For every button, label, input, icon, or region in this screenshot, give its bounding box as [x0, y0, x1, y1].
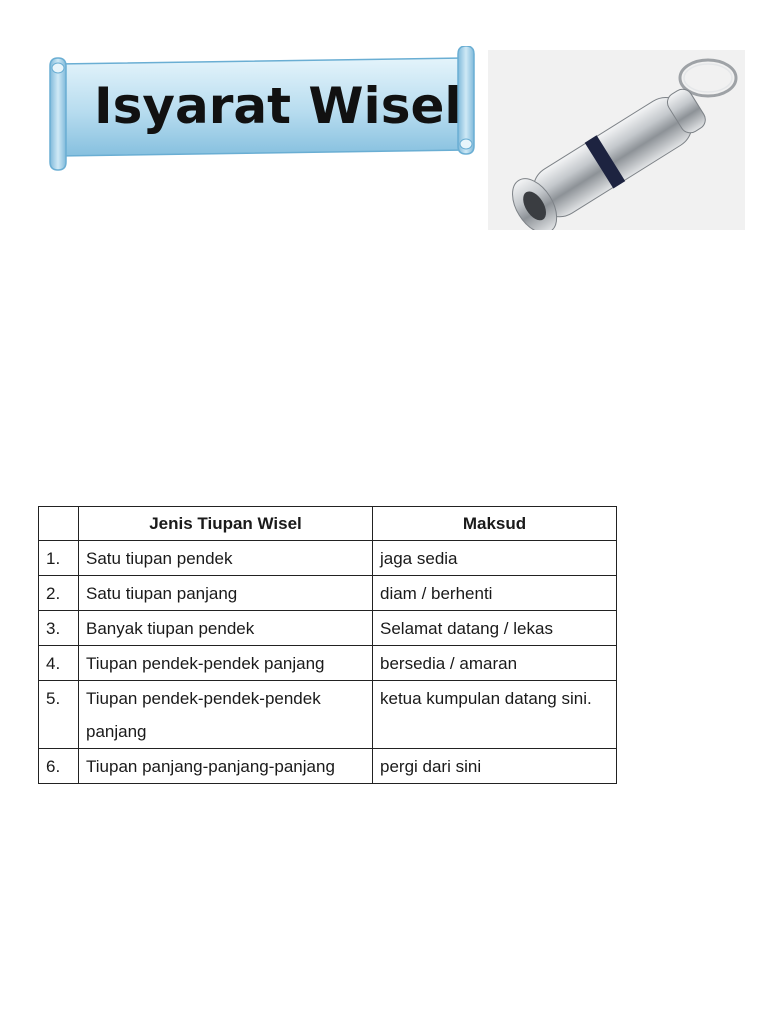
whistle-signals-table — [38, 506, 617, 784]
signal-meaning: diam / berhenti — [373, 576, 617, 611]
signal-meaning: ketua kumpulan datang sini. — [373, 681, 617, 749]
row-number: 1. — [39, 541, 79, 576]
table-row — [39, 646, 617, 681]
table-row — [39, 576, 617, 611]
header-number — [39, 507, 79, 541]
signal-meaning: pergi dari sini — [373, 749, 617, 784]
row-number: 3. — [39, 611, 79, 646]
signal-type: Tiupan pendek-pendek-pendek panjang — [79, 681, 373, 749]
signal-meaning: Selamat datang / lekas — [373, 611, 617, 646]
whistle-photo — [488, 50, 745, 230]
header-signal-type: Jenis Tiupan Wisel — [79, 507, 373, 541]
signal-type: Tiupan pendek-pendek panjang — [79, 646, 373, 681]
header-meaning: Maksud — [373, 507, 617, 541]
row-number: 4. — [39, 646, 79, 681]
signal-type: Satu tiupan panjang — [79, 576, 373, 611]
metal-whistle-icon — [488, 50, 745, 230]
title-banner — [44, 46, 480, 172]
table-row — [39, 749, 617, 784]
row-number: 5. — [39, 681, 79, 749]
row-number: 6. — [39, 749, 79, 784]
table-row — [39, 611, 617, 646]
signal-meaning: bersedia / amaran — [373, 646, 617, 681]
table-row — [39, 681, 617, 749]
table-header-row — [39, 507, 617, 541]
signal-meaning: jaga sedia — [373, 541, 617, 576]
page-title: Isyarat Wisel — [94, 77, 462, 135]
signal-type: Tiupan panjang-panjang-panjang — [79, 749, 373, 784]
row-number: 2. — [39, 576, 79, 611]
signal-type: Satu tiupan pendek — [79, 541, 373, 576]
signal-type: Banyak tiupan pendek — [79, 611, 373, 646]
table-row — [39, 541, 617, 576]
